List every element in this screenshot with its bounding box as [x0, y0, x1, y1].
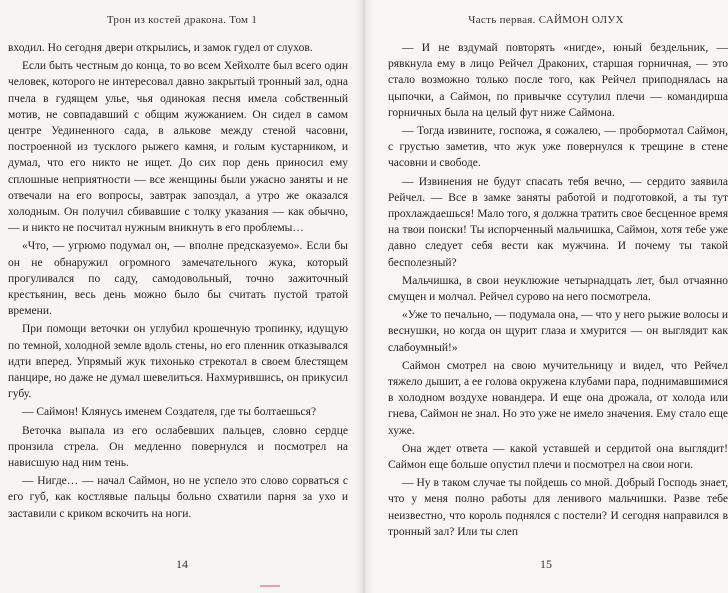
right-page: [364, 0, 728, 593]
right-paragraph-2: — Тогда извините, госпожа, я сожалею, — пробормотал Саймон, с грустью заметив, что жук уже повернулся к трещине в стене часовни и свободе.: [388, 125, 728, 170]
right-paragraph-1: — И не вздумай повторять «нигде», юный бездельник, — рявкнула ему в лицо Рейчел Драконих, старшая горничная, — это стало возможно только после того, как Рейчел приподнялась на цыпочки, а Саймон, по привычке ссутулил плечи — командирша горничных была на целый фут ниже Саймона.: [388, 42, 728, 119]
left-paragraph-1: входил. Но сегодня двери открылись, и замок гудел от слухов.: [8, 42, 313, 54]
page-edge-mark: [260, 585, 280, 587]
right-paragraph-7: Она ждет ответа — какой уставшей и сердитой она выглядит! Саймон еще больше опустил плечи и посмотрел на свои ноги.: [388, 442, 728, 472]
right-running-header: Часть первая. САЙМОН ОЛУХ: [468, 14, 624, 26]
right-paragraph-6: Саймон смотрел на свою мучительницу и видел, что Рейчел тяжело дышит, а ее голова окружена клубами пара, поднимавшимися в холодном воздухе новандера. И еще она дрожала, от холода или гнева, Саймон не знал. Но это уже не имело значения. Ему стало еще хуже.: [388, 359, 728, 437]
left-page-number: 14: [176, 557, 188, 571]
right-body-text: [388, 40, 728, 540]
book-gutter-shadow: [356, 0, 372, 593]
right-paragraph-8: — Ну в таком случае ты пойдешь со мной. Добрый Господь знает, что у меня полно работы для ленивого мальчишки. Разве тебе неизвестно, что король поднялся с постели? И сегодня направился в тронный зал? Или ты слеп: [388, 477, 728, 538]
right-paragraph-3: — Извинения не будут спасать тебя вечно, — сердито заявила Рейчел. — Все в замке заняты работой и подготовкой, а ты тут прохлаждаешься! Мало того, я должна тратить свое бесценное время на твои поиски! Ты испорченный мальчишка, Саймон, хотя тебе уже давно следует себя вести как мужчина. И почему ты такой бесполезный?: [388, 175, 728, 269]
right-paragraph-4: Мальчишка, в свои неуклюжие четырнадцать лет, был отчаянно смущен и молчал. Рейчел сурово на него посмотрела.: [388, 274, 728, 304]
left-paragraph-5: — Саймон! Клянусь именем Создателя, где ты болтаешься?: [22, 406, 317, 419]
left-running-header: Трон из костей дракона. Том 1: [106, 14, 258, 26]
left-body-text: [8, 40, 348, 522]
right-page-number: 15: [540, 557, 552, 571]
left-paragraph-2: Если быть честным до конца, то во всем Хейхолте был всего один человек, которого не интересовал давно закрытый тронный зал, одна пчела в гудящем улье, чья одинокая песня имела собственный мотив, не совпадавший с общим жужжанием. Он сидел в самом центре Уединенного сада, в альковe между стеной часовни, построенной из тусклого рыжего камня, и голым кустарником, и думал, что его никто не ищет. До сих пор день приносил ему сплошные неприятности — все женщины были ужасно заняты и не отвечали на его вопросы, завтрак запоздал, а утро же оказался холодным. Он получил сбивавшие с толку указания — как обычно, — и никто не посчитал нужным вникнуть в его проблемы…: [8, 60, 348, 235]
left-paragraph-4: При помощи веточки он углубил крошечную тропинку, идущую по темной, холодной земле вдоль стены, но его пленник отказывался идти вперед. Упрямый жук тихонько стрекотал в своем блестящем панцире, но даже не думал шевелиться. Нахмурившись, он прикусил губу.: [8, 323, 348, 401]
left-paragraph-3: «Что, — угрюмо подумал он, — вполне предсказуемо». Если бы он не обнаружил огромного замечательного жука, который прогуливался по саду, самодовольный, точно зажиточный крестьянин, весь день можно было бы считать пустой тратой времени.: [8, 240, 348, 318]
left-paragraph-7: — Нигде… — начал Саймон, но не успело это слово сорваться с его губ, как костлявые пальцы больно схватили парня за ухо и заставили с криком вскочить на ноги.: [8, 475, 348, 520]
left-paragraph-6: Веточка выпала из его ослабевших пальцев, словно сердце пронзила стрела. Он медленно повернулся и посмотрел на нависшую над ним тень.: [8, 424, 348, 470]
right-paragraph-5: «Уже то печально, — подумала она, — что у него рыжие волосы и веснушки, но когда он щурит глаза и хмурится — он выглядит как слабоумный!»: [388, 309, 728, 354]
